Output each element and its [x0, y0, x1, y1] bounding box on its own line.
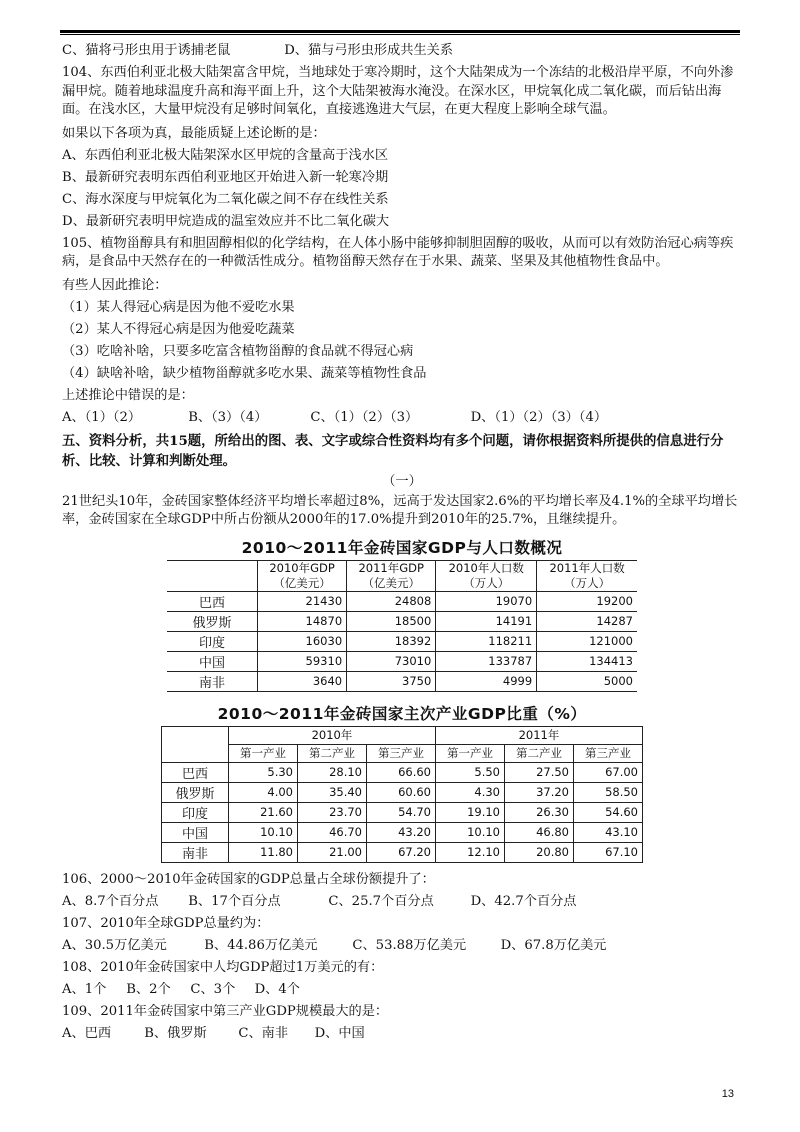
value-cell: 4999	[436, 671, 537, 691]
section-5-title: 五、资料分析，共15题，所给出的图、表、文字或综合性资料均有多个问题，请你根据资料所提供的信息进行分析、比较、计算和判断处理。	[62, 432, 724, 469]
value-cell: 14870	[258, 611, 347, 631]
q104-option-d: D、最新研究表明甲烷造成的温室效应并不比二氧化碳大	[62, 213, 390, 229]
q105-question: 上述推论中错误的是：	[62, 387, 194, 403]
q109-stem: 109、2011年金砖国家中第三产业GDP规模最大的是：	[62, 1003, 389, 1019]
value-cell: 5.30	[229, 762, 298, 782]
q105-item-1: （1）某人得冠心病是因为他不爱吃水果	[62, 299, 295, 315]
value-cell: 60.60	[367, 782, 436, 802]
header-unit: （亿美元）	[362, 575, 420, 590]
section-5-intro: 21世纪头10年，金砖国家整体经济平均增长率超过8%，远高于发达国家2.6%的平均增长率及4.1%的全球平均增长率，金砖国家在全球GDP中所占份额从2000年的17.0%提升到2010年的25.7%，且继续提升。	[62, 493, 738, 527]
value-cell: 14287	[537, 611, 637, 631]
q108-stem: 108、2010年金砖国家中人均GDP超过1万美元的有：	[62, 959, 384, 975]
q104-option-c: C、海水深度与甲烷氧化为二氧化碳之间不存在线性关系	[62, 191, 389, 207]
value-cell: 16030	[258, 631, 347, 651]
value-cell: 24808	[347, 591, 436, 611]
table-row	[162, 802, 643, 822]
q106-option-c: C、25.7个百分点	[328, 893, 434, 909]
country-cell: 俄罗斯	[162, 782, 229, 802]
country-cell: 中国	[167, 651, 258, 671]
value-cell: 21.00	[298, 842, 367, 862]
q103-options	[62, 40, 742, 62]
table-row	[167, 591, 637, 611]
table2-title: 2010～2011年金砖国家主次产业GDP比重（%）	[217, 704, 587, 723]
table1-header-row	[167, 560, 637, 591]
q109-option-c: C、南非	[238, 1025, 289, 1041]
value-cell: 19070	[436, 591, 537, 611]
table1-corner-cell	[167, 560, 258, 591]
header-rule-thin	[60, 34, 740, 35]
header-rule-thick	[60, 30, 740, 33]
table-row	[162, 822, 643, 842]
q105-intro: 有些人因此推论：	[62, 277, 168, 293]
q105-stem: 105、植物甾醇具有和胆固醇相似的化学结构，在人体小肠中能够抑制胆固醇的吸收，从而可以有效防治冠心病等疾病，是食品中天然存在的一种微活性成分。植物甾醇天然存在于水果、蔬菜、坚果及其他植物性食品中。	[62, 235, 734, 269]
q105-item-4: （4）缺啥补啥，缺少植物甾醇就多吃水果、蔬菜等植物性食品	[62, 365, 427, 381]
q109-option-d: D、中国	[314, 1025, 365, 1041]
q107-option-b: B、44.86万亿美元	[204, 937, 318, 953]
table-row	[162, 762, 643, 782]
q104-option-b: B、最新研究表明东西伯利亚地区开始进入新一轮寒冷期	[62, 169, 389, 185]
value-cell: 18392	[347, 631, 436, 651]
q107-stem: 107、2010年全球GDP总量约为：	[62, 915, 270, 931]
q108-option-b: B、2个	[126, 981, 171, 997]
value-cell: 67.00	[574, 762, 643, 782]
table-row	[162, 842, 643, 862]
q105-item-3: （3）吃啥补啥，只要多吃富含植物甾醇的食品就不得冠心病	[62, 343, 414, 359]
table2-subheader-row	[162, 744, 643, 762]
value-cell: 73010	[347, 651, 436, 671]
value-cell: 46.70	[298, 822, 367, 842]
value-cell: 43.10	[574, 822, 643, 842]
table2-subheader: 第三产业	[574, 744, 643, 762]
value-cell: 5.50	[436, 762, 505, 782]
q104-option-a: A、东西伯利亚北极大陆架深水区甲烷的含量高于浅水区	[62, 147, 389, 163]
q105-options	[62, 407, 742, 429]
table1-header-pop2011	[537, 560, 637, 591]
table1	[167, 560, 637, 692]
table2-subheader: 第二产业	[298, 744, 367, 762]
country-cell: 南非	[162, 842, 229, 862]
table-row	[162, 782, 643, 802]
page-number: 13	[721, 1088, 734, 1100]
table1-header-gdp2010	[258, 560, 347, 591]
value-cell: 133787	[436, 651, 537, 671]
value-cell: 23.70	[298, 802, 367, 822]
value-cell: 12.10	[436, 842, 505, 862]
table2-year-2010: 2010年	[229, 726, 436, 744]
value-cell: 58.50	[574, 782, 643, 802]
q108-option-a: A、1个	[62, 981, 107, 997]
header-line: 2010年GDP	[269, 560, 335, 575]
section-5-part: （一）	[382, 473, 422, 489]
page-content	[62, 40, 742, 1045]
value-cell: 121000	[537, 631, 637, 651]
q109-option-a: A、巴西	[62, 1025, 112, 1041]
table1-header-gdp2011	[347, 560, 436, 591]
header-unit: （万人）	[463, 575, 510, 590]
q104-stem: 104、东西伯利亚北极大陆架富含甲烷，当地球处于寒冷期时，这个大陆架成为一个冻结的北极沿岸平原，不向外渗漏甲烷。随着地球温度升高和海平面上升，这个大陆架被海水淹没。在深水区，甲烷氧化成二氧化碳，而后钻出海面。在浅水区，大量甲烷没有足够时间氧化，直接逃逸进大气层，在更大程度上影响全球气温。	[62, 65, 734, 117]
q107-option-c: C、53.88万亿美元	[352, 937, 467, 953]
q105-option-b: B、（3）（4）	[188, 409, 268, 425]
table-row	[167, 651, 637, 671]
value-cell: 3640	[258, 671, 347, 691]
q105-option-c: C、（1）（2）（3）	[310, 409, 419, 425]
value-cell: 14191	[436, 611, 537, 631]
q108-option-c: C、3个	[190, 981, 236, 997]
value-cell: 20.80	[505, 842, 574, 862]
value-cell: 21.60	[229, 802, 298, 822]
q105-option-d: D、（1）（2）（3）（4）	[470, 409, 608, 425]
value-cell: 59310	[258, 651, 347, 671]
table-row	[167, 671, 637, 691]
value-cell: 11.80	[229, 842, 298, 862]
q106-option-b: B、17个百分点	[188, 893, 281, 909]
value-cell: 43.20	[367, 822, 436, 842]
header-line: 2010年人口数	[448, 560, 524, 575]
table-row	[167, 611, 637, 631]
country-cell: 巴西	[162, 762, 229, 782]
q107-options	[62, 935, 742, 957]
value-cell: 66.60	[367, 762, 436, 782]
header-line: 2011年GDP	[358, 560, 424, 575]
table2-subheader: 第一产业	[436, 744, 505, 762]
q106-options	[62, 891, 742, 913]
country-cell: 印度	[162, 802, 229, 822]
table-row	[167, 631, 637, 651]
q106-stem: 106、2000～2010年金砖国家的GDP总量占全球份额提升了：	[62, 871, 435, 887]
value-cell: 67.20	[367, 842, 436, 862]
q109-option-b: B、俄罗斯	[144, 1025, 207, 1041]
value-cell: 4.00	[229, 782, 298, 802]
header-unit: （亿美元）	[273, 575, 331, 590]
value-cell: 10.10	[436, 822, 505, 842]
q108-option-d: D、4个	[254, 981, 300, 997]
value-cell: 27.50	[505, 762, 574, 782]
country-cell: 巴西	[167, 591, 258, 611]
table1-title: 2010～2011年金砖国家GDP与人口数概况	[241, 538, 563, 557]
value-cell: 118211	[436, 631, 537, 651]
value-cell: 54.60	[574, 802, 643, 822]
table2-year-row	[162, 726, 643, 744]
q106-option-d: D、42.7个百分点	[470, 893, 577, 909]
value-cell: 21430	[258, 591, 347, 611]
country-cell: 俄罗斯	[167, 611, 258, 631]
value-cell: 26.30	[505, 802, 574, 822]
value-cell: 67.10	[574, 842, 643, 862]
q103-option-d: D、猫与弓形虫形成共生关系	[284, 43, 454, 58]
country-cell: 印度	[167, 631, 258, 651]
q109-options	[62, 1023, 742, 1045]
header-line: 2011年人口数	[549, 560, 625, 575]
value-cell: 18500	[347, 611, 436, 631]
country-cell: 南非	[167, 671, 258, 691]
value-cell: 3750	[347, 671, 436, 691]
table2	[161, 726, 643, 863]
table1-header-pop2010	[436, 560, 537, 591]
q108-options	[62, 979, 742, 1001]
value-cell: 37.20	[505, 782, 574, 802]
table2-corner-cell	[162, 726, 229, 762]
value-cell: 46.80	[505, 822, 574, 842]
header-unit: （万人）	[564, 575, 611, 590]
q103-option-c: C、猫将弓形虫用于诱捕老鼠	[62, 43, 231, 58]
value-cell: 134413	[537, 651, 637, 671]
table2-subheader: 第一产业	[229, 744, 298, 762]
table2-year-2011: 2011年	[436, 726, 643, 744]
value-cell: 4.30	[436, 782, 505, 802]
value-cell: 35.40	[298, 782, 367, 802]
table2-subheader: 第二产业	[505, 744, 574, 762]
q107-option-d: D、67.8万亿美元	[500, 937, 607, 953]
table2-subheader: 第三产业	[367, 744, 436, 762]
value-cell: 54.70	[367, 802, 436, 822]
value-cell: 28.10	[298, 762, 367, 782]
q106-option-a: A、8.7个百分点	[62, 893, 159, 909]
value-cell: 10.10	[229, 822, 298, 842]
q107-option-a: A、30.5万亿美元	[62, 937, 167, 953]
q104-question: 如果以下各项为真，最能质疑上述论断的是：	[62, 125, 326, 141]
value-cell: 19200	[537, 591, 637, 611]
country-cell: 中国	[162, 822, 229, 842]
q105-item-2: （2）某人不得冠心病是因为他爱吃蔬菜	[62, 321, 295, 337]
q105-option-a: A、（1）（2）	[62, 409, 142, 425]
value-cell: 5000	[537, 671, 637, 691]
value-cell: 19.10	[436, 802, 505, 822]
